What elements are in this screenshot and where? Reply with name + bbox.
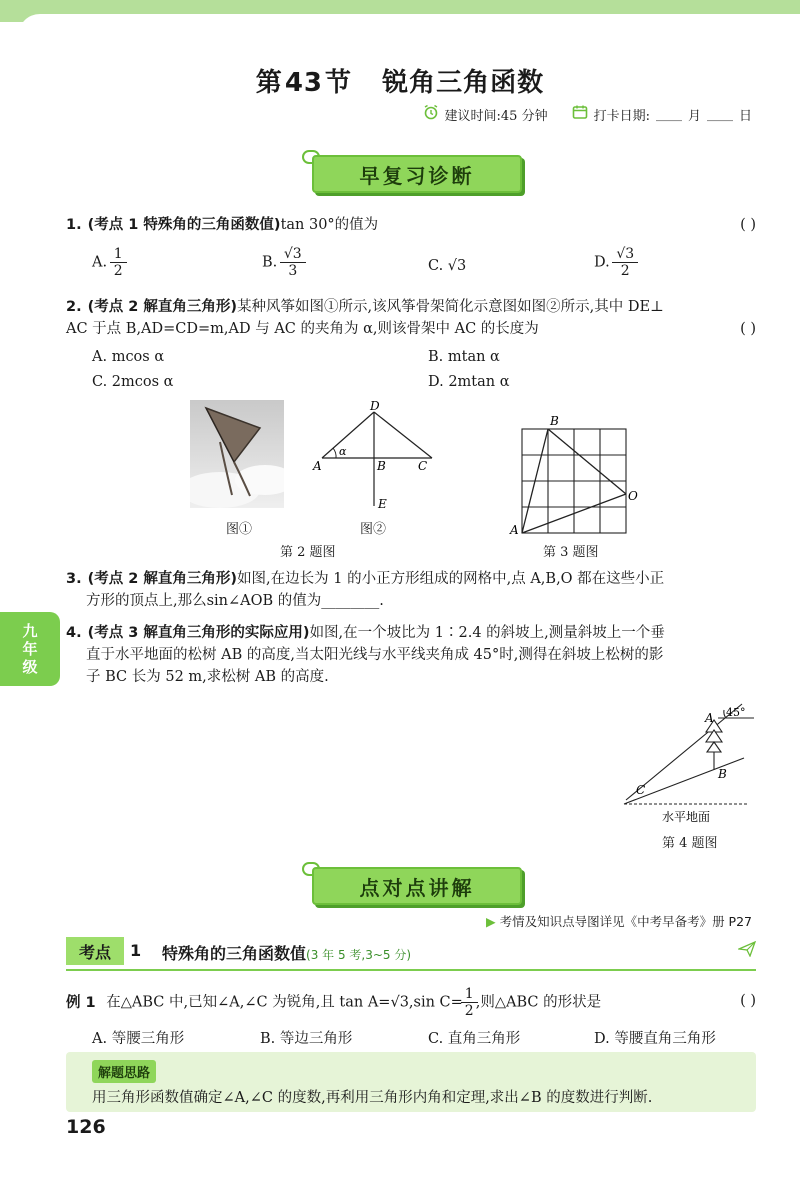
frac-den: 2 <box>113 263 123 279</box>
frac-den: 2 <box>620 263 630 279</box>
question-tag: (考点 2 解直角三角形) <box>87 571 238 587</box>
label-o: O <box>628 489 638 503</box>
side-tab-char: 年 <box>22 640 38 658</box>
example-1 <box>66 986 756 1019</box>
section-name: 锐角三角函数 <box>382 68 545 98</box>
option-label: B. <box>262 254 278 271</box>
question-text-line1: 某种风筝如图①所示,该风筝骨架简化示意图如图②所示,其中 DE⊥ <box>237 299 664 315</box>
q1-option-d <box>594 246 636 279</box>
calendar-icon <box>572 104 588 124</box>
arrow-right-icon: ▶ <box>485 913 496 929</box>
study-meta <box>423 104 752 124</box>
answer-paren: ( ) <box>740 321 756 337</box>
label-a: A <box>510 523 519 536</box>
fraction <box>614 246 636 279</box>
grid-diagram <box>508 412 640 536</box>
page-number: 126 <box>66 1116 106 1138</box>
option-text: √3 <box>447 258 467 274</box>
question-1 <box>66 214 756 236</box>
example-option-a: A. 等腰三角形 <box>92 1031 185 1047</box>
topic-label: 考点 <box>66 937 124 965</box>
fraction <box>112 246 125 279</box>
answer-paren: ( ) <box>740 993 756 1009</box>
label-b: B <box>550 414 559 428</box>
q4-figure-caption: 第 4 题图 <box>662 836 718 851</box>
question-tag: (考点 2 解直角三角形) <box>87 299 238 315</box>
day-blank: ____ <box>706 106 733 122</box>
section-banner-review <box>312 155 522 193</box>
title-prefix: 第 <box>255 68 283 98</box>
q3-figure-caption: 第 3 题图 <box>543 545 599 560</box>
question-text-line1: 如图,在一个坡比为 1∶2.4 的斜坡上,测量斜坡上一个垂 <box>309 625 665 641</box>
fig1-caption: 图① <box>226 522 253 537</box>
slope-tree-diagram <box>614 700 764 828</box>
topic-number: 1 <box>130 941 142 960</box>
option-label: D. <box>594 254 610 271</box>
label-angle: 45° <box>726 706 746 719</box>
label-e: E <box>378 497 387 511</box>
solution-hint-tag: 解题思路 <box>92 1060 156 1083</box>
label-b: B <box>718 767 727 781</box>
section-banner-text: 早复习诊断 <box>359 163 475 188</box>
reference-text: 考情及知识点导图详见《中考早备考》册 P27 <box>499 914 752 929</box>
example-option-c: C. 直角三角形 <box>428 1031 521 1047</box>
frac-num: √3 <box>616 246 635 262</box>
label-a: A <box>313 459 322 473</box>
example-text-a: 在△ABC 中,已知∠A,∠C 为锐角,且 tan A=√3,sin C= <box>106 994 463 1011</box>
example-option-b: B. 等边三角形 <box>260 1031 353 1047</box>
question-text-line2: 直于水平地面的松树 AB 的高度,当太阳光线与水平线夹角成 45°时,测得在斜坡上松树的影 <box>86 647 664 663</box>
q1-option-c <box>428 258 466 274</box>
q2-figure-caption: 第 2 题图 <box>280 545 336 560</box>
fig2-caption: 图② <box>360 522 387 537</box>
question-number: 3. <box>66 571 82 587</box>
solution-hint-text: 用三角形函数值确定∠A,∠C 的度数,再利用三角形内角和定理,求出∠B 的度数进行判断. <box>92 1090 653 1106</box>
label-d: D <box>370 399 380 413</box>
example-text-b: ,则△ABC 的形状是 <box>475 994 602 1011</box>
suggested-time: 建议时间:45 分钟 <box>444 108 548 124</box>
example-label: 例 1 <box>66 994 96 1011</box>
question-text-line2: AC 于点 B,AD=CD=m,AD 与 AC 的夹角为 α,则该骨架中 AC 的长度为 <box>66 321 539 337</box>
q2-option-c: C. 2mcos α <box>92 374 174 390</box>
frac-den: 3 <box>288 263 298 279</box>
label-c: C <box>418 459 428 473</box>
title-mid: 节 <box>325 68 353 98</box>
grade-side-tab <box>0 612 60 686</box>
day-label: 日 <box>738 108 752 124</box>
question-text-line1: 如图,在边长为 1 的小正方形组成的网格中,点 A,B,O 都在这些小正 <box>237 571 665 587</box>
question-text: tan 30°的值为 <box>280 217 379 233</box>
paper-plane-icon <box>738 941 756 961</box>
checkin-label: 打卡日期: <box>593 108 650 124</box>
question-number: 2. <box>66 299 82 315</box>
kite-photo <box>190 400 284 508</box>
month-label: 月 <box>687 108 701 124</box>
question-text-line3: 子 BC 长为 52 m,求松树 AB 的高度. <box>86 669 329 685</box>
kite-frame-diagram <box>310 398 440 514</box>
q1-option-b <box>262 246 304 279</box>
page-title <box>0 62 800 99</box>
fraction <box>282 246 304 279</box>
frac-den: 2 <box>464 1003 474 1019</box>
topic-frequency: (3 年 5 考,3~5 分) <box>306 948 412 962</box>
alarm-clock-icon <box>423 104 439 124</box>
frac-num: √3 <box>283 246 302 262</box>
section-banner-text: 点对点讲解 <box>359 875 475 900</box>
section-number: 43 <box>284 68 323 98</box>
label-c: C <box>636 783 646 797</box>
side-tab-char: 级 <box>22 658 38 676</box>
question-number: 4. <box>66 625 82 641</box>
q2-option-d: D. 2mtan α <box>428 374 510 390</box>
option-label: C. <box>428 258 444 274</box>
question-tag: (考点 3 解直角三角形的实际应用) <box>87 625 310 641</box>
section-banner-lecture <box>312 867 522 905</box>
question-2 <box>66 296 756 340</box>
q2-option-b: B. mtan α <box>428 349 500 365</box>
question-number: 1. <box>66 217 82 233</box>
month-blank: ____ <box>655 106 682 122</box>
answer-paren: ( ) <box>740 217 756 233</box>
topic-header <box>66 935 756 971</box>
q1-option-a <box>92 246 125 279</box>
label-b: B <box>377 459 386 473</box>
topic-title <box>162 941 411 964</box>
reference-note <box>486 912 752 930</box>
side-tab-char: 九 <box>22 622 38 640</box>
question-text-line2: 方形的顶点上,那么sin∠AOB 的值为________. <box>86 593 384 609</box>
example-option-d: D. 等腰直角三角形 <box>594 1031 716 1047</box>
solution-hint-box <box>66 1052 756 1112</box>
frac-num: 1 <box>113 246 123 262</box>
topic-title-text: 特殊角的三角函数值 <box>162 944 307 963</box>
label-a: A <box>705 711 714 725</box>
question-4 <box>66 622 756 688</box>
label-alpha: α <box>339 445 347 458</box>
question-3 <box>66 568 756 612</box>
fraction <box>463 986 476 1019</box>
question-tag: (考点 1 特殊角的三角函数值) <box>87 217 281 233</box>
option-label: A. <box>92 254 108 271</box>
frac-num: 1 <box>464 986 474 1002</box>
q2-option-a: A. mcos α <box>92 349 165 365</box>
label-ground: 水平地面 <box>662 810 711 824</box>
